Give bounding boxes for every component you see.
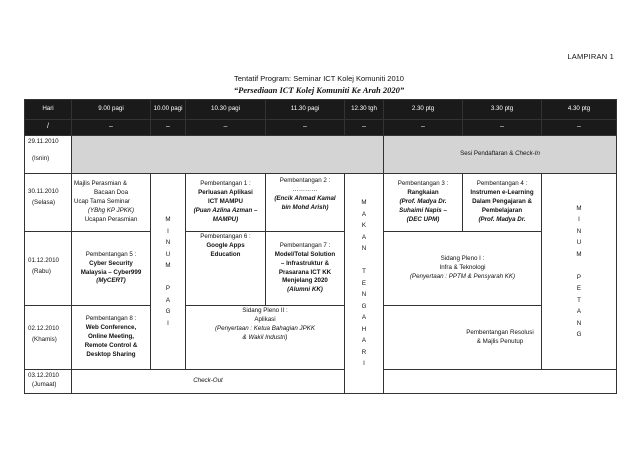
break-minum-pagi bbox=[151, 174, 186, 370]
session-speaker: (Prof. Madya Dr. bbox=[478, 215, 526, 223]
break-letter: M bbox=[361, 199, 367, 207]
header-mark: – bbox=[384, 120, 463, 136]
break-letter: T bbox=[577, 296, 581, 304]
break-letter: U bbox=[576, 239, 582, 246]
opening-line: Bacaan Doa bbox=[93, 189, 129, 197]
break-letter: G bbox=[361, 302, 367, 310]
break-letter: M bbox=[576, 204, 582, 212]
day-date: 02.12.2010 bbox=[28, 325, 59, 332]
header-mark-row bbox=[25, 120, 617, 136]
resolusi-penutup bbox=[384, 306, 617, 370]
day-name: (Isnin) bbox=[32, 154, 50, 162]
header-time-row bbox=[25, 100, 617, 120]
session-title: Sidang Pleno I : bbox=[440, 255, 485, 263]
break-makan-tengahari bbox=[345, 174, 384, 394]
session-topic: Cyber Security bbox=[89, 259, 133, 267]
break-letter: U bbox=[165, 250, 171, 258]
program-table bbox=[24, 99, 617, 394]
session-title: Pembentangan 6 : bbox=[200, 233, 251, 240]
session-topic: – Infrastruktur & bbox=[280, 259, 330, 267]
presentation-3 bbox=[384, 174, 463, 232]
header-time: 10.00 pagi bbox=[151, 100, 186, 120]
header-time: 9.00 pagi bbox=[72, 100, 151, 120]
header-mark: / bbox=[25, 120, 72, 136]
header-time: 11.30 pagi bbox=[266, 100, 345, 120]
session-title: Pembentangan 5 : bbox=[85, 250, 137, 258]
day-date: 03.12.2010 bbox=[28, 372, 59, 379]
day-row-friday bbox=[25, 370, 617, 394]
session-speaker: (Encik Ahmad Kamal bbox=[274, 194, 336, 202]
break-letter: I bbox=[578, 216, 580, 223]
program-title: Tentatif Program: Seminar ICT Kolej Komuniti 2010 bbox=[234, 74, 404, 83]
break-letter: N bbox=[576, 319, 582, 327]
session-speaker: bin Mohd Arish) bbox=[281, 203, 329, 211]
break-letter: E bbox=[361, 279, 367, 287]
break-letter: H bbox=[361, 325, 367, 333]
session-note: (Penyertaan : Ketua Bahagian JPKK bbox=[214, 324, 316, 332]
session-title: Sidang Pleno II : bbox=[242, 307, 288, 314]
lampiran-label: LAMPIRAN 1 bbox=[567, 52, 614, 61]
break-letter: A bbox=[361, 210, 367, 218]
day-row-tuesday bbox=[25, 174, 617, 232]
checkout-cell bbox=[72, 370, 345, 394]
session-topic: Infra & Teknologi bbox=[439, 264, 486, 271]
session-topic: Dalam Pengajaran & bbox=[472, 198, 532, 205]
checkout-text: Check-Out bbox=[193, 377, 223, 384]
day-date: 01.12.2010 bbox=[28, 257, 59, 264]
session-title: Pembentangan 8 : bbox=[85, 315, 137, 323]
session-title: Pembentangan 3 : bbox=[397, 180, 449, 188]
break-letter: T bbox=[362, 268, 366, 276]
header-time: 4.30 ptg bbox=[542, 100, 617, 120]
session-title: Pembentangan 7 : bbox=[279, 241, 331, 249]
session-topic: ………… bbox=[292, 185, 318, 193]
break-letter: N bbox=[361, 245, 367, 253]
break-letter: M bbox=[576, 250, 582, 258]
break-letter: N bbox=[576, 227, 582, 235]
session-speaker: (Puan Azlina Azman – bbox=[193, 206, 258, 214]
program-subtitle: “Persediaan ICT Kolej Komuniti Ke Arah 2020” bbox=[233, 85, 405, 95]
break-letter: A bbox=[576, 308, 582, 315]
opening-line: Majlis Perasmian & bbox=[74, 180, 127, 188]
header-time: 2.30 ptg bbox=[384, 100, 463, 120]
opening-line: Ucap Tama Seminar bbox=[74, 198, 130, 205]
session-topic: Aplikasi bbox=[254, 315, 276, 323]
session-topic: Desktop Sharing bbox=[86, 350, 136, 358]
session-speaker: (Alumni KK) bbox=[287, 286, 323, 294]
presentation-5 bbox=[72, 232, 151, 306]
empty-slot bbox=[72, 136, 384, 174]
day-row-wednesday bbox=[25, 232, 617, 306]
break-letter: I bbox=[167, 227, 169, 235]
break-letter: N bbox=[361, 291, 367, 299]
presentation-2 bbox=[266, 174, 345, 232]
header-time: 12.30 tgh bbox=[345, 100, 384, 120]
break-letter: A bbox=[361, 233, 367, 241]
registration-cell bbox=[384, 136, 617, 174]
empty-slot bbox=[384, 370, 617, 394]
day-row-monday bbox=[25, 136, 617, 174]
day-date: 29.11.2010 bbox=[28, 138, 59, 145]
header-mark: – bbox=[151, 120, 186, 136]
break-letter: N bbox=[165, 239, 171, 246]
header-mark: – bbox=[186, 120, 266, 136]
break-letter: G bbox=[576, 331, 582, 338]
session-topic: Online Meeting, bbox=[87, 333, 135, 340]
session-topic: Web Conference, bbox=[85, 324, 137, 332]
session-title: Pembentangan Resolusi bbox=[466, 328, 534, 336]
header-time: 3.30 ptg bbox=[463, 100, 542, 120]
presentation-4 bbox=[463, 174, 542, 232]
session-topic: Malaysia – Cyber999 bbox=[80, 268, 142, 276]
header-hari: Hari bbox=[25, 100, 72, 120]
session-topic: Remote Control & bbox=[84, 341, 138, 349]
session-topic: Menjelang 2020 bbox=[282, 277, 328, 285]
sidang-pleno-1 bbox=[384, 232, 542, 306]
header-mark: – bbox=[266, 120, 345, 136]
session-title: Pembentangan 2 : bbox=[279, 177, 331, 184]
session-topic: Pembelajaran bbox=[481, 206, 523, 214]
break-letter: M bbox=[165, 216, 171, 223]
session-topic: Model/Total Solution bbox=[274, 250, 336, 258]
break-letter: G bbox=[165, 308, 171, 315]
session-speaker: (MyCERT) bbox=[96, 277, 126, 285]
checkin-text: Check-In bbox=[515, 150, 540, 157]
session-topic: & Majlis Penutup bbox=[476, 337, 524, 345]
day-row-thursday bbox=[25, 306, 617, 370]
presentation-1 bbox=[186, 174, 266, 232]
session-title: Pembentangan 1 : bbox=[200, 180, 251, 188]
header-mark: – bbox=[463, 120, 542, 136]
session-topic: Education bbox=[210, 250, 241, 258]
day-name: (Selasa) bbox=[32, 198, 56, 206]
session-topic: ICT MAMPU bbox=[207, 198, 244, 205]
day-name: (Khamis) bbox=[32, 335, 57, 343]
day-cell bbox=[25, 174, 72, 232]
day-date: 30.11.2010 bbox=[28, 188, 59, 195]
day-cell bbox=[25, 306, 72, 370]
break-letter: A bbox=[361, 314, 367, 322]
session-note: (Penyertaan : PPTM & Pensyarah KK) bbox=[409, 272, 516, 280]
break-letter: P bbox=[165, 285, 171, 292]
presentation-6 bbox=[186, 232, 266, 306]
session-note: & Wakil Industri) bbox=[242, 333, 288, 341]
break-letter: A bbox=[165, 296, 171, 304]
break-letter: R bbox=[361, 348, 367, 356]
sidang-pleno-2 bbox=[186, 306, 345, 370]
session-topic: Prasarana ICT KK bbox=[278, 268, 332, 276]
opening-ceremony bbox=[72, 174, 151, 232]
break-letter: A bbox=[361, 337, 367, 345]
session-speaker: (Prof. Madya Dr. bbox=[399, 198, 447, 205]
day-cell bbox=[25, 136, 72, 174]
session-topic: Rangkaian bbox=[407, 189, 439, 197]
break-letter: E bbox=[576, 285, 582, 292]
header-mark: – bbox=[72, 120, 151, 136]
break-letter: K bbox=[361, 222, 367, 230]
day-cell bbox=[25, 232, 72, 306]
presentation-7 bbox=[266, 232, 345, 306]
break-letter: P bbox=[576, 273, 582, 281]
day-name: (Jumaat) bbox=[32, 380, 57, 388]
session-topic: Instrumen e-Learning bbox=[470, 189, 534, 197]
header-mark: – bbox=[542, 120, 617, 136]
session-topic: Perluasan Aplikasi bbox=[198, 189, 253, 197]
session-topic: Google Apps bbox=[206, 241, 245, 249]
opening-line: Ucapan Perasmian bbox=[84, 215, 138, 223]
break-letter: I bbox=[167, 319, 169, 327]
break-letter: M bbox=[165, 262, 171, 269]
presentation-8 bbox=[72, 306, 151, 370]
header-mark: – bbox=[345, 120, 384, 136]
day-name: (Rabu) bbox=[32, 267, 51, 275]
registration-text: Sesi Pendaftaran & bbox=[460, 150, 516, 157]
header-time: 10.30 pagi bbox=[186, 100, 266, 120]
break-letter: I bbox=[363, 360, 365, 368]
opening-line: (YBhg KP JPKK) bbox=[87, 206, 135, 214]
session-speaker: MAMPU) bbox=[212, 215, 239, 223]
session-title: Pembentangan 4 : bbox=[476, 180, 528, 188]
session-speaker: Suhaimi Napis – bbox=[399, 206, 447, 214]
session-speaker: (DEC UPM) bbox=[406, 215, 440, 223]
day-cell bbox=[25, 370, 72, 394]
